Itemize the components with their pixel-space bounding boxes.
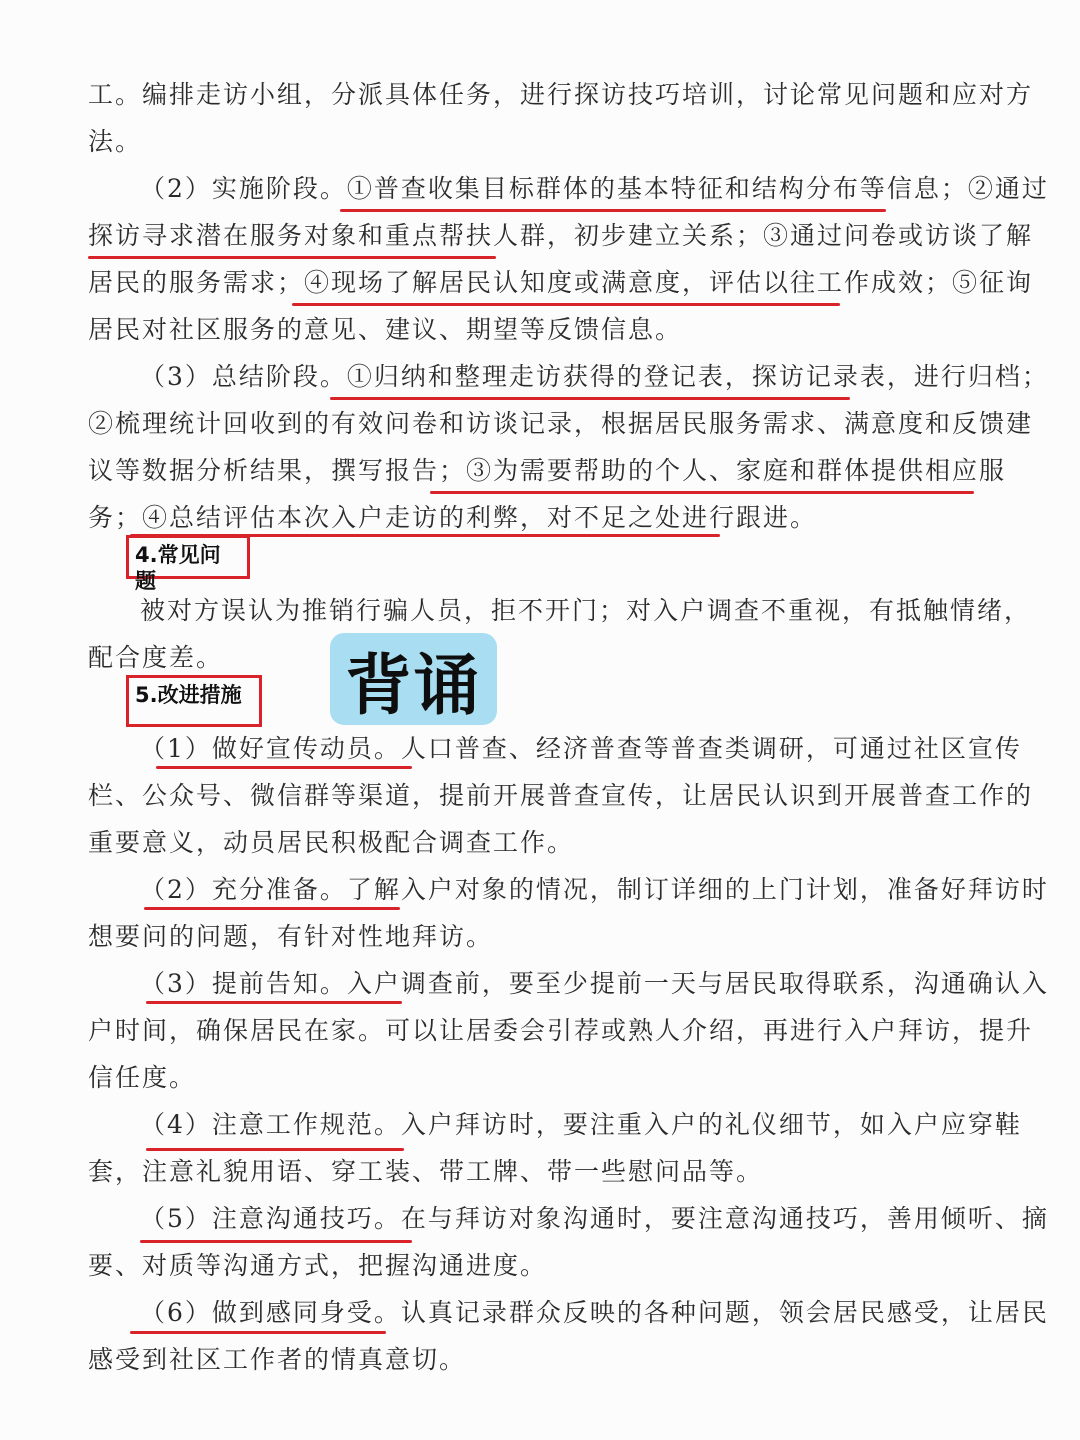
text-line: （1）做好宣传动员。人口普查、经济普查等普查类调研，可通过社区宣传 [140, 734, 1022, 763]
text-line: （6）做到感同身受。认真记录群众反映的各种问题，领会居民感受，让居民 [140, 1298, 1049, 1327]
red-underline [340, 209, 886, 212]
text-line: （2）充分准备。了解入户对象的情况，制订详细的上门计划，准备好拜访时 [140, 875, 1049, 904]
text-line: 探访寻求潜在服务对象和重点帮扶人群，初步建立关系；③通过问卷或访谈了解 [88, 221, 1034, 250]
red-underline [130, 1331, 386, 1334]
red-underline [140, 1240, 412, 1243]
text-line: （3）提前告知。入户调查前，要至少提前一天与居民取得联系，沟通确认入 [140, 969, 1049, 998]
text-line: （5）注意沟通技巧。在与拜访对象沟通时，要注意沟通技巧，善用倾听、摘 [140, 1204, 1049, 1233]
text-line: 居民的服务需求；④现场了解居民认知度或满意度，评估以往工作成效；⑤征询 [88, 268, 1034, 297]
text-line: 务；④总结评估本次入户走访的利弊，对不足之处进行跟进。 [88, 503, 818, 532]
text-line: （4）注意工作规范。入户拜访时，要注重入户的礼仪细节，如入户应穿鞋 [140, 1110, 1022, 1139]
text-line: ②梳理统计回收到的有效问卷和访谈记录，根据居民服务需求、满意度和反馈建 [88, 409, 1034, 438]
red-underline [156, 766, 412, 769]
text-line: 户时间，确保居民在家。可以让居委会引荐或熟人介绍，再进行入户拜访，提升 [88, 1016, 1034, 1045]
red-underline [292, 303, 840, 306]
text-line: 居民对社区服务的意见、建议、期望等反馈信息。 [88, 315, 683, 344]
text-line: 套，注意礼貌用语、穿工装、带工牌、带一些慰问品等。 [88, 1157, 764, 1186]
text-line: 法。 [88, 127, 143, 156]
text-line: 想要问的问题，有针对性地拜访。 [88, 922, 494, 951]
text-line: 栏、公众号、微信群等渠道，提前开展普查宣传，让居民认识到开展普查工作的 [88, 781, 1034, 810]
heading-common-problems: 4.常见问题 [126, 535, 250, 579]
red-underline [146, 1148, 404, 1151]
text-line: 配合度差。 [88, 643, 224, 672]
red-underline [130, 534, 720, 537]
text-line: 被对方误认为推销行骗人员，拒不开门；对入户调查不重视，有抵触情绪， [140, 596, 1032, 625]
text-line: 信任度。 [88, 1063, 197, 1092]
red-underline [330, 397, 850, 400]
text-line: 重要意义，动员居民积极配合调查工作。 [88, 828, 575, 857]
red-underline [88, 256, 496, 259]
red-underline [144, 907, 400, 910]
text-line: （2）实施阶段。①普查收集目标群体的基本特征和结构分布等信息；②通过 [140, 174, 1049, 203]
heading-improvements: 5.改进措施 [126, 675, 262, 727]
text-line: 议等数据分析结果，撰写报告；③为需要帮助的个人、家庭和群体提供相应服 [88, 456, 1007, 485]
text-line: 要、对质等沟通方式，把握沟通进度。 [88, 1251, 548, 1280]
text-line: （3）总结阶段。①归纳和整理走访获得的登记表，探访记录表，进行归档； [140, 362, 1049, 391]
text-line: 工。编排走访小组，分派具体任务，进行探访技巧培训，讨论常见问题和应对方 [88, 80, 1034, 109]
recite-stamp: 背诵 [330, 633, 497, 725]
red-underline [430, 491, 974, 494]
red-underline [146, 1001, 402, 1004]
text-line: 感受到社区工作者的情真意切。 [88, 1345, 467, 1374]
